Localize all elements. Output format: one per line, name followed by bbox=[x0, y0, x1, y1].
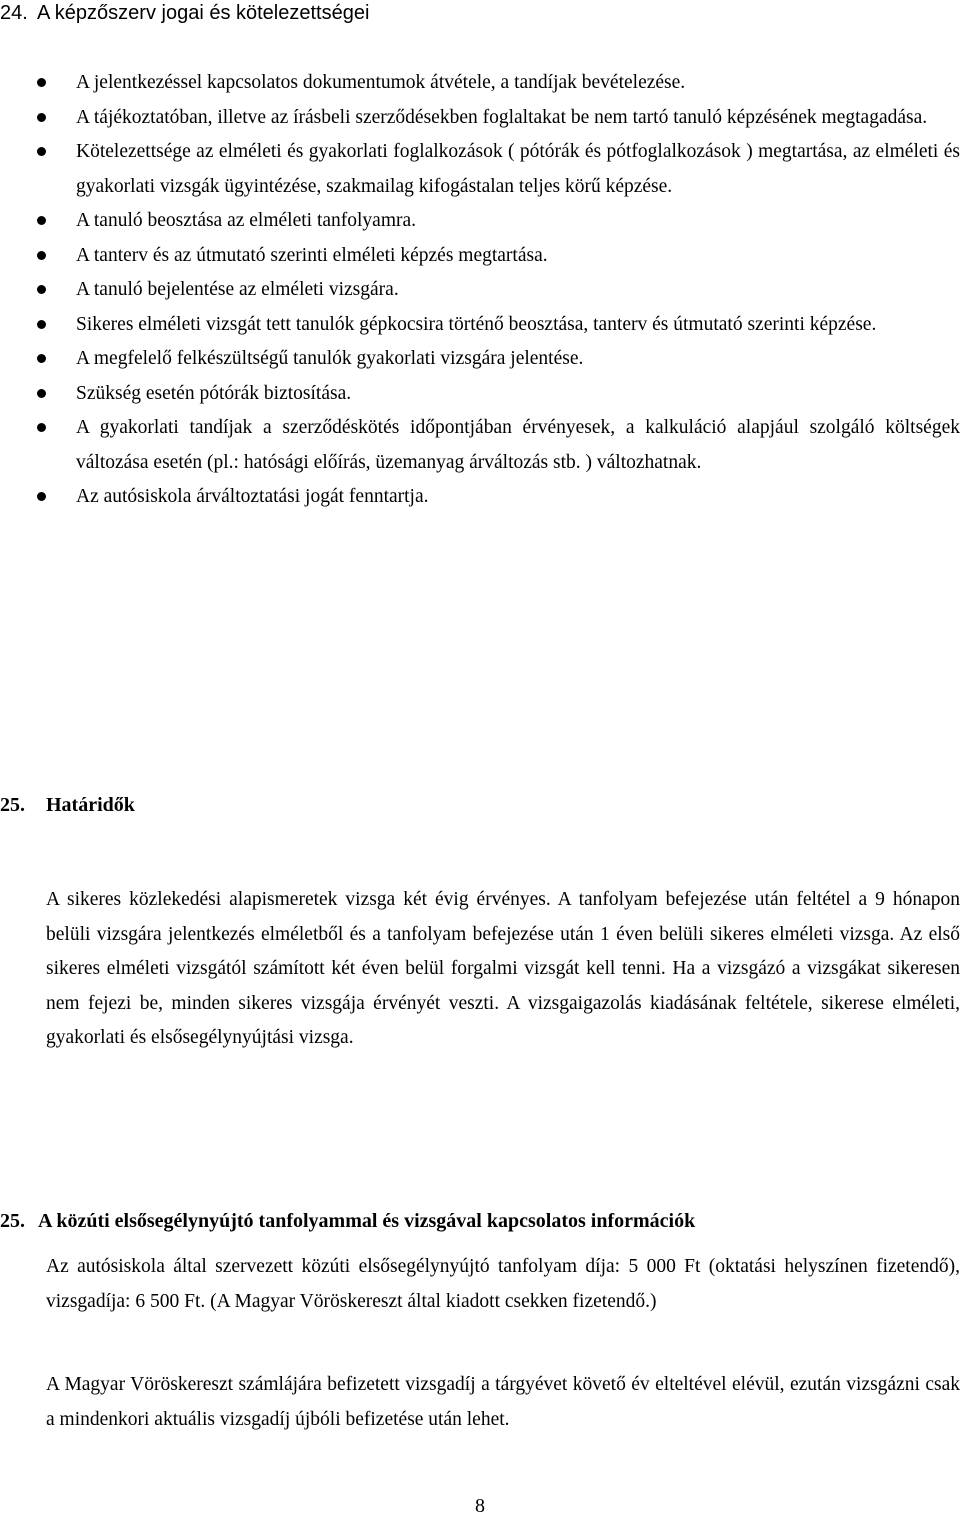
firstaid-paragraph-expiry: A Magyar Vöröskereszt számlájára befizetett vizsgadíj a tárgyévet követő év elteltével elévül, ezután vizsgázni csak a mindenkori aktuális vizsgadíj újbóli befizetése után lehet. bbox=[46, 1374, 960, 1430]
section-25-title: Határidők bbox=[46, 794, 135, 816]
bullet-icon bbox=[37, 354, 46, 363]
bullet-icon bbox=[37, 320, 46, 329]
list-item: Kötelezettsége az elméleti és gyakorlati foglalkozások ( pótórák és pótfoglalkozások ) megtartása, az elméleti és gyakorlati vizsgák ügyintézése, szakmailag kifogástalan teljes körű képzése. bbox=[0, 135, 960, 204]
list-item: Sikeres elméleti vizsgát tett tanulók gépkocsira történő beosztása, tanterv és útmutató szerinti képzése. bbox=[0, 308, 960, 343]
section-24-list bbox=[0, 66, 960, 515]
list-item: A tanuló bejelentése az elméleti vizsgára. bbox=[0, 273, 960, 308]
list-item: A tájékoztatóban, illetve az írásbeli szerződésekben foglaltakat be nem tartó tanuló képzésének megtagadása. bbox=[0, 101, 960, 136]
list-item: A tanterv és az útmutató szerinti elméleti képzés megtartása. bbox=[0, 239, 960, 274]
bullet-icon bbox=[37, 147, 46, 156]
bullet-icon bbox=[37, 285, 46, 294]
list-item: A jelentkezéssel kapcsolatos dokumentumok átvétele, a tandíjak bevételezése. bbox=[0, 66, 960, 101]
list-item: A megfelelő felkészültségű tanulók gyakorlati vizsgára jelentése. bbox=[0, 342, 960, 377]
section-24-heading bbox=[0, 0, 369, 26]
bullet-icon bbox=[37, 216, 46, 225]
section-firstaid-title: A közúti elsősegélynyújtó tanfolyammal és vizsgával kapcsolatos információk bbox=[38, 1210, 696, 1232]
section-25-number: 25. bbox=[0, 794, 25, 816]
section-25-heading bbox=[0, 790, 135, 820]
bullet-icon bbox=[37, 78, 46, 87]
list-item: Szükség esetén pótórák biztosítása. bbox=[0, 377, 960, 412]
section-24-title: A képzőszerv jogai és kötelezettségei bbox=[37, 2, 370, 24]
bullet-icon bbox=[37, 492, 46, 501]
section-firstaid-heading bbox=[0, 1206, 695, 1236]
firstaid-paragraph-fees: Az autósiskola által szervezett közúti elsősegélynyújtó tanfolyam díja: 5 000 Ft (oktatási helyszínen fizetendő), vizsgadíja: 6 500 Ft. (A Magyar Vöröskereszt által kiadott csekken fizetendő.) bbox=[46, 1256, 960, 1312]
list-item: Az autósiskola árváltoztatási jogát fenntartja. bbox=[0, 480, 960, 515]
bullet-icon bbox=[37, 423, 46, 432]
list-item: A gyakorlati tandíjak a szerződéskötés időpontjában érvényesek, a kalkuláció alapjául szolgáló költségek változása esetén (pl.: hatósági előírás, üzemanyag árváltozás stb. ) változhatnak. bbox=[0, 411, 960, 480]
bullet-icon bbox=[37, 389, 46, 398]
section-25-paragraph: A sikeres közlekedési alapismeretek vizsga két évig érvényes. A tanfolyam befejezése után feltétel a 9 hónapon belüli vizsgára jelentkezés elméletből és a tanfolyam befejezése után 1 éven belüli sikeres elméleti vizsga. Az első sikeres elméleti vizsgától számított két éven belül forgalmi vizsgát kell tenni. Ha a vizsgázó a vizsgákat sikeresen nem fejezi be, minden sikeres vizsgája érvényét veszti. A vizsgaigazolás kiadásának feltétele, sikerese elméleti, gyakorlati és elsősegélynyújtási vizsga. bbox=[46, 889, 960, 1048]
bullet-icon bbox=[37, 113, 46, 122]
list-item: A tanuló beosztása az elméleti tanfolyamra. bbox=[0, 204, 960, 239]
bullet-icon bbox=[37, 251, 46, 260]
section-24-number: 24. bbox=[0, 2, 28, 24]
page-number: 8 bbox=[475, 1495, 485, 1517]
section-firstaid-number: 25. bbox=[0, 1210, 25, 1232]
